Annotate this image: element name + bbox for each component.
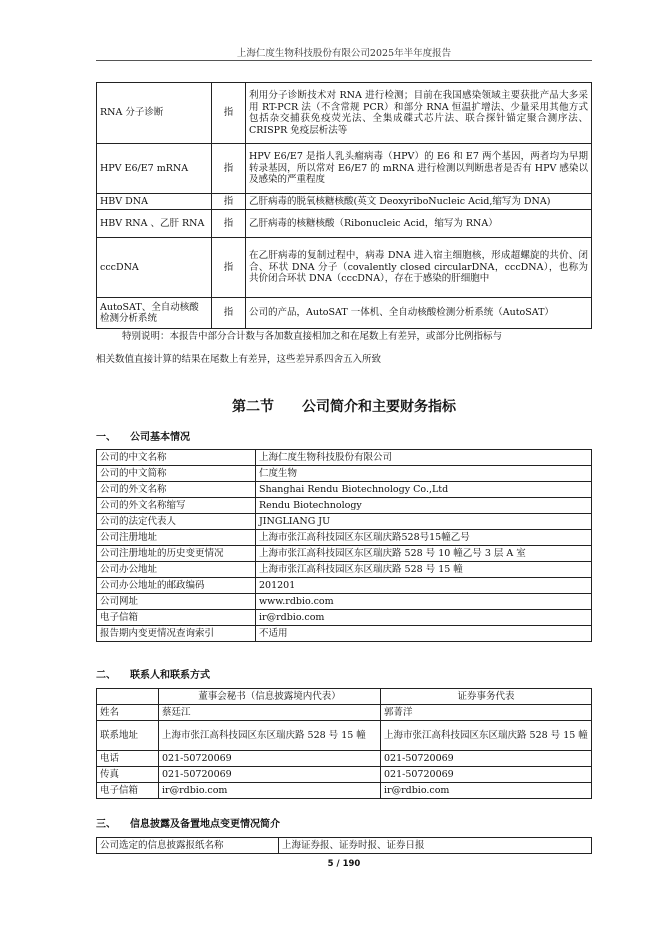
table-row bbox=[97, 194, 592, 210]
table-row bbox=[97, 578, 592, 594]
row-label: 电子信箱 bbox=[97, 783, 159, 799]
table-row bbox=[97, 530, 592, 546]
page-header: 上海仁度生物科技股份有限公司2025年半年度报告 bbox=[236, 48, 452, 59]
field-label: 公司的中文名称 bbox=[97, 450, 256, 466]
glossary-term: HBV RNA 、乙肝 RNA bbox=[97, 210, 212, 238]
field-value: 不适用 bbox=[256, 626, 592, 642]
heading-text: 信息披露及备置地点变更情况简介 bbox=[130, 819, 280, 830]
rounding-note-line-2: 相关数值直接计算的结果在尾数上有差异，这些差异系四舍五入所致 bbox=[96, 354, 382, 365]
email-value: ir@rdbio.com bbox=[256, 610, 592, 626]
glossary-ref: 指 bbox=[212, 298, 246, 329]
rep-value: ir@rdbio.com bbox=[381, 783, 592, 799]
glossary-desc: 公司的产品，AutoSAT 一体机、全自动核酸检测分析系统（AutoSAT） bbox=[246, 298, 592, 329]
field-value: 仁度生物 bbox=[256, 466, 592, 482]
glossary-term: HPV E6/E7 mRNA bbox=[97, 144, 212, 194]
field-label: 公司办公地址的邮政编码 bbox=[97, 578, 256, 594]
table-row bbox=[97, 514, 592, 530]
rep-value: 021-50720069 bbox=[381, 751, 592, 767]
field-label: 公司的法定代表人 bbox=[97, 514, 256, 530]
field-label: 报告期内变更情况查询索引 bbox=[97, 626, 256, 642]
contact-heading bbox=[96, 666, 210, 681]
heading-number: 三、 bbox=[96, 819, 116, 830]
table-row bbox=[97, 783, 592, 799]
glossary-ref: 指 bbox=[212, 238, 246, 298]
glossary-desc: HPV E6/E7 是指人乳头瘤病毒（HPV）的 E6 和 E7 两个基因，两者均为早期转录基因，所以常对 E6/E7 的 mRNA 进行检测以判断患者是否有 HPV 感染以及感染的严重程度 bbox=[246, 144, 592, 194]
rep-value: 郭菁洋 bbox=[381, 705, 592, 721]
field-label: 公司办公地址 bbox=[97, 562, 256, 578]
rep-value: 上海市张江高科技园区东区瑞庆路 528 号 15 幢 bbox=[381, 721, 592, 751]
field-label: 公司的中文简称 bbox=[97, 466, 256, 482]
table-row bbox=[97, 562, 592, 578]
rep-value: 021-50720069 bbox=[381, 767, 592, 783]
row-label: 联系地址 bbox=[97, 721, 159, 751]
field-label: 公司注册地址的历史变更情况 bbox=[97, 546, 256, 562]
field-label: 公司选定的信息披露报纸名称 bbox=[97, 838, 279, 854]
basic-info-heading bbox=[96, 428, 190, 443]
secretary-value: 蔡廷江 bbox=[159, 705, 381, 721]
section-title: 第二节 公司简介和主要财务指标 bbox=[232, 399, 456, 415]
field-value: 上海市张江高科技园区东区瑞庆路 528 号 15 幢 bbox=[256, 562, 592, 578]
table-row bbox=[97, 83, 592, 144]
heading-text: 联系人和联系方式 bbox=[130, 670, 210, 681]
field-value: 201201 bbox=[256, 578, 592, 594]
field-label: 电子信箱 bbox=[97, 610, 256, 626]
field-value: Rendu Biotechnology bbox=[256, 498, 592, 514]
heading-number: 二、 bbox=[96, 670, 116, 681]
table-row bbox=[97, 610, 592, 626]
field-label: 公司网址 bbox=[97, 594, 256, 610]
field-value: 上海市张江高科技园区东区瑞庆路 528 号 10 幢乙号 3 层 A 室 bbox=[256, 546, 592, 562]
glossary-term: AutoSAT、全自动核酸检测分析系统 bbox=[97, 298, 212, 329]
field-label: 公司注册地址 bbox=[97, 530, 256, 546]
field-label: 公司的外文名称缩写 bbox=[97, 498, 256, 514]
field-label: 公司的外文名称 bbox=[97, 482, 256, 498]
secretary-value: ir@rdbio.com bbox=[159, 783, 381, 799]
table-row bbox=[97, 721, 592, 751]
glossary-desc: 乙肝病毒的核糖核酸（Ribonucleic Acid，缩写为 RNA） bbox=[246, 210, 592, 238]
table-row bbox=[97, 466, 592, 482]
row-label: 传真 bbox=[97, 767, 159, 783]
secretary-value: 上海市张江高科技园区东区瑞庆路 528 号 15 幢 bbox=[159, 721, 381, 751]
row-label: 电话 bbox=[97, 751, 159, 767]
table-row bbox=[97, 626, 592, 642]
glossary-desc: 乙肝病毒的脱氧核糖核酸(英文 DeoxyriboNucleic Acid,缩写为 DNA) bbox=[246, 194, 592, 210]
basic-info-table bbox=[96, 449, 592, 642]
field-value: 上海市张江高科技园区东区瑞庆路528号15幢乙号 bbox=[256, 530, 592, 546]
column-header: 董事会秘书（信息披露境内代表） bbox=[159, 689, 381, 705]
table-row bbox=[97, 546, 592, 562]
glossary-ref: 指 bbox=[212, 210, 246, 238]
table-row bbox=[97, 238, 592, 298]
rounding-note-line-1: 特别说明：本报告中部分合计数与各加数直接相加之和在尾数上有差异，或部分比例指标与 bbox=[122, 331, 503, 342]
table-row bbox=[97, 482, 592, 498]
glossary-term: RNA 分子诊断 bbox=[97, 83, 212, 144]
field-value: JINGLIANG JU bbox=[256, 514, 592, 530]
table-header-row bbox=[97, 689, 592, 705]
glossary-term: cccDNA bbox=[97, 238, 212, 298]
contact-table bbox=[96, 688, 592, 799]
heading-number: 一、 bbox=[96, 432, 116, 443]
header-divider bbox=[96, 60, 592, 61]
table-row bbox=[97, 144, 592, 194]
glossary-desc: 利用分子诊断技术对 RNA 进行检测；目前在我国感染领域主要获批产品大多采用 RT-PCR 法（不含常规 PCR）和部分 RNA 恒温扩增法、少量采用其他方式包括杂交捕获免疫荧光法、全集成碟式芯片法、联合探针锚定聚合测序法、CRISPR 免疫层析法等 bbox=[246, 83, 592, 144]
glossary-term: HBV DNA bbox=[97, 194, 212, 210]
glossary-ref: 指 bbox=[212, 194, 246, 210]
page-number: 5 / 190 bbox=[327, 859, 361, 869]
glossary-ref: 指 bbox=[212, 83, 246, 144]
disclosure-heading bbox=[96, 815, 280, 830]
secretary-value: 021-50720069 bbox=[159, 751, 381, 767]
table-row bbox=[97, 767, 592, 783]
table-row bbox=[97, 210, 592, 238]
table-row bbox=[97, 450, 592, 466]
field-value: 上海仁度生物科技股份有限公司 bbox=[256, 450, 592, 466]
secretary-value: 021-50720069 bbox=[159, 767, 381, 783]
field-value: Shanghai Rendu Biotechnology Co.,Ltd bbox=[256, 482, 592, 498]
table-row bbox=[97, 751, 592, 767]
empty-corner-cell bbox=[97, 689, 159, 705]
glossary-desc: 在乙肝病毒的复制过程中，病毒 DNA 进入宿主细胞核，形成超螺旋的共价、闭合、环状 DNA 分子（covalently closed circularDNA，cccDNA），也称为共价闭合环状 DNA（cccDNA），存在于感染的肝细胞中 bbox=[246, 238, 592, 298]
website-value: www.rdbio.com bbox=[256, 594, 592, 610]
disclosure-table bbox=[96, 837, 592, 854]
field-value: 上海证券报、证券时报、证券日报 bbox=[279, 838, 592, 854]
table-row bbox=[97, 498, 592, 514]
glossary-ref: 指 bbox=[212, 144, 246, 194]
heading-text: 公司基本情况 bbox=[130, 432, 190, 443]
column-header: 证券事务代表 bbox=[381, 689, 592, 705]
row-label: 姓名 bbox=[97, 705, 159, 721]
table-row bbox=[97, 705, 592, 721]
table-row bbox=[97, 298, 592, 329]
glossary-table bbox=[96, 82, 592, 329]
table-row bbox=[97, 838, 592, 854]
table-row bbox=[97, 594, 592, 610]
